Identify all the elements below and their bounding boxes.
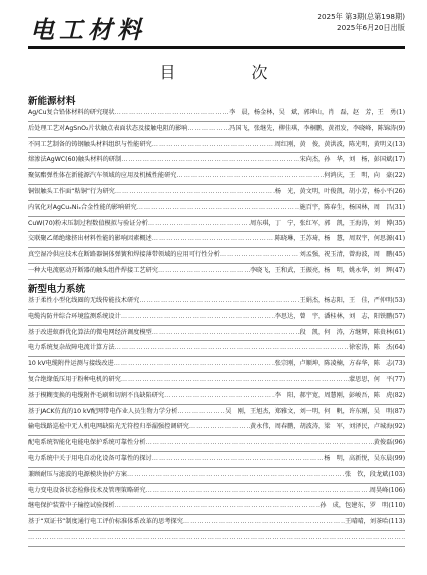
dot-leader: [183, 515, 345, 530]
article-title: 铜银触头工作面“粘铜”行为研究: [28, 187, 115, 195]
article-title: 不同工艺制备的铸钢触头材料组织与性能研究: [28, 140, 152, 148]
article-authors-page: 张宗刚，卢顺坤，陈凌楠，方春华，陈 志(73): [274, 360, 405, 368]
dot-leader: [158, 264, 250, 279]
article-title: 一种大电流驱动开断器的触头组件焊接工艺研究: [28, 266, 158, 274]
article-title: 10 kV电缆附件运测与接线改进: [28, 360, 114, 368]
article-title: Ag/Cu复合铅体材料的研究现状: [28, 109, 115, 116]
article-entry[interactable]: [28, 420, 405, 436]
dot-leader: [164, 389, 275, 404]
dot-leader: [137, 201, 300, 216]
dot-leader: [146, 436, 374, 451]
article-entry[interactable]: [28, 326, 405, 342]
article-entry[interactable]: [28, 531, 405, 547]
article-title: CuW(70)粉末压制过程数值模拟与验证分析: [28, 219, 148, 227]
dot-leader: [152, 452, 324, 467]
article-authors-page: 李 阳，郝宇宽，周慧刚，彭峻吾，陈 虎(82): [274, 391, 405, 399]
dot-leader: [152, 326, 300, 341]
header-rule: [28, 46, 405, 49]
article-entry[interactable]: [28, 217, 405, 233]
article-entry[interactable]: [28, 185, 405, 201]
article-authors-page: 周红刚，黄 俊，黄洪波，陈光明，黄明义(13): [274, 140, 405, 148]
article-authors-page: 李 晨，杨金林，吴 斌，郭坤山，肖 磊，赵 芳，王 勇(1): [229, 109, 405, 116]
article-entry[interactable]: [28, 468, 405, 484]
article-title: 配电系统智能化电能电保护系统可靠性分析: [28, 439, 146, 447]
article-list: [28, 106, 405, 280]
article-title: 基于JACK仿真的10 kV配网带电作业人员生物力学分析: [28, 407, 178, 415]
journal-name: 电工材料: [30, 15, 146, 44]
dot-leader: [148, 217, 250, 232]
article-entry[interactable]: [28, 389, 405, 405]
article-title: 输电线路巡检中无人机电网缺陷光无符控归举漏强控调研究: [28, 423, 189, 431]
dot-leader: [139, 294, 299, 309]
article-authors-page: 黄永伟，周春鹏，胡波涛，梁 军，刘泽民，卢城海(92): [249, 423, 405, 431]
dot-leader: [114, 357, 275, 372]
article-entry[interactable]: [28, 294, 405, 310]
dot-leader: [121, 373, 349, 388]
article-list: [28, 294, 405, 547]
article-entry[interactable]: [28, 341, 405, 357]
article-title: 内氧化对AgCuₓNiₓ合金性能的影响研究: [28, 203, 137, 211]
article-title: 基于模糊变换的电缆附件毛刷和切割不良缺陷研究: [28, 391, 165, 399]
article-authors-page: 李思达，曾 宇，潘桂林，刘 志，阳铁鹏(57): [274, 312, 405, 320]
article-entry[interactable]: [28, 264, 405, 280]
article-authors-page: 杨 明，高新悦，吴东晨(99): [324, 454, 405, 462]
dot-leader: [152, 138, 275, 153]
article-title: 交联聚乙烯绝缘挤出材料性能的影响因素概述: [28, 235, 152, 243]
article-authors-page: 何鸿庆，王 明，向 豪(22): [324, 172, 405, 180]
article-entry[interactable]: [28, 169, 405, 185]
article-title: 聚氨酯弹性体在新能源汽车领域的应用及机械性能研究: [28, 172, 177, 180]
dot-leader: [220, 248, 300, 263]
article-entry[interactable]: [28, 436, 405, 452]
article-title: 后处理工艺对AgSnO₂片状触点表面状态及接触电阻的影响: [28, 124, 188, 132]
article-entry[interactable]: [28, 452, 405, 468]
dot-leader: [177, 169, 325, 184]
article-authors-page: 刘孟强，祝玉清，曾海波，周 鹏(45): [299, 251, 405, 259]
article-entry[interactable]: [28, 515, 405, 531]
article-authors-page: 宋向杰，孙 华，刘 杨，彭国斌(17): [299, 156, 405, 164]
article-authors-page: 蒙思思，何 平(77): [348, 375, 405, 383]
dot-leader: [115, 499, 321, 514]
dot-leader: [121, 153, 299, 168]
article-authors-page: 张 钦，段龙斌(103): [345, 470, 405, 478]
article-authors-page: 黄俊磊(96): [373, 439, 405, 447]
publication-date: 2025年6月20日出版: [337, 23, 405, 32]
toc-title: 目 次: [159, 63, 298, 82]
article-title: 真空湿冷供应技术在断路器铜体弹簧和焊接薄带领域的应用可行性分析: [28, 251, 220, 259]
article-title: 电力系统复杂故障电流计算方法: [28, 344, 115, 352]
dot-leader: [177, 405, 225, 420]
article-entry[interactable]: [28, 201, 405, 217]
dot-leader: [187, 122, 229, 137]
dot-leader: [152, 232, 275, 247]
dot-leader: [115, 341, 349, 356]
section-heading: 新型电力系统: [28, 284, 86, 295]
article-authors-page: 杨 光，黄文明，叶俊凯，胡小芳，杨小平(26): [274, 187, 405, 195]
article-authors-page: 徐宏涛，陈 杰(64): [348, 344, 405, 352]
article-authors-page: 陈晓琳，王苏琦，杨 慧，周双宇，何思源(41): [274, 235, 405, 243]
dot-leader: [146, 484, 370, 499]
article-authors-page: 王娟杰，杨志阳，王 佳，严仲明(53): [299, 297, 405, 304]
article-authors-page: 施百宇，陈春生，杨国林，周 昌(31): [299, 203, 405, 211]
article-entry[interactable]: [28, 153, 405, 169]
article-entry[interactable]: [28, 248, 405, 264]
article-title: 基于“双证书”制度通行电工评价标准体系改革的思考探究: [28, 518, 183, 526]
article-authors-page: 王晴晴，刘茶哈(113): [345, 518, 405, 526]
dot-leader: [121, 310, 275, 325]
article-entry[interactable]: [28, 310, 405, 326]
dot-leader: [189, 420, 250, 435]
article-entry[interactable]: [28, 122, 405, 138]
issue-info: [317, 11, 405, 33]
dot-leader: [127, 468, 345, 483]
article-entry[interactable]: [28, 138, 405, 154]
article-title: 电力系统中关于用电自动化设备可靠性的探讨: [28, 454, 152, 462]
article-title: 熔渗法AgWC(60)触头材料的研制: [28, 156, 122, 164]
article-authors-page: 李晓飞，王和武，王振亮，杨 明，姚永华，刘 辉(47): [249, 266, 405, 274]
article-authors-page: 周东琪，丁 宁，张红军，郭 凯，王海涛，刘 博(35): [249, 219, 405, 227]
article-entry[interactable]: [28, 373, 405, 389]
article-title: 电缆沟防井综合环境监测系统设计: [28, 312, 121, 320]
article-entry[interactable]: [28, 499, 405, 515]
dot-leader: [28, 531, 405, 546]
article-authors-page: 吴 刚，王旭杰，郑雅文，刘一明，何 帆，许东刚，吴 明(87): [225, 407, 405, 415]
dot-leader: [115, 106, 230, 121]
article-authors-page: 段 凯，何 涛，方继辉，陈贵林(61): [299, 328, 405, 336]
article-title: 继电保护装置中子输控试验探析: [28, 502, 115, 510]
article-entry[interactable]: [28, 484, 405, 500]
article-authors-page: 周昊峰(106): [369, 486, 405, 494]
issue-line: 2025年 第3期(总第198期): [317, 12, 405, 21]
article-title: 基于改进蚁群优化算法的微电网经济调度模型: [28, 328, 152, 336]
dot-leader: [115, 185, 275, 200]
section-heading: 新能源材料: [28, 96, 76, 107]
article-title: 电力变电设备状态检修技术及管理策略研究: [28, 486, 146, 494]
article-title: 兼顾耐压与滤波的电源模块协护方案: [28, 470, 127, 478]
article-title: 复合绝缘低压用于粉种电机的研究: [28, 375, 121, 383]
article-entry[interactable]: [28, 232, 405, 248]
article-entry[interactable]: [28, 405, 405, 421]
article-title: 基于柔性小型化线圈的无线传能技术研究: [28, 297, 140, 304]
article-entry[interactable]: [28, 106, 405, 122]
article-entry[interactable]: [28, 357, 405, 373]
article-authors-page: 冯国飞，张继先，柳佳琪，李桐鹏，黄祖发，李晓峰，陈锦涛(9): [229, 124, 405, 132]
article-authors-page: 孙 成，包建东，罗 明(110): [320, 502, 405, 510]
